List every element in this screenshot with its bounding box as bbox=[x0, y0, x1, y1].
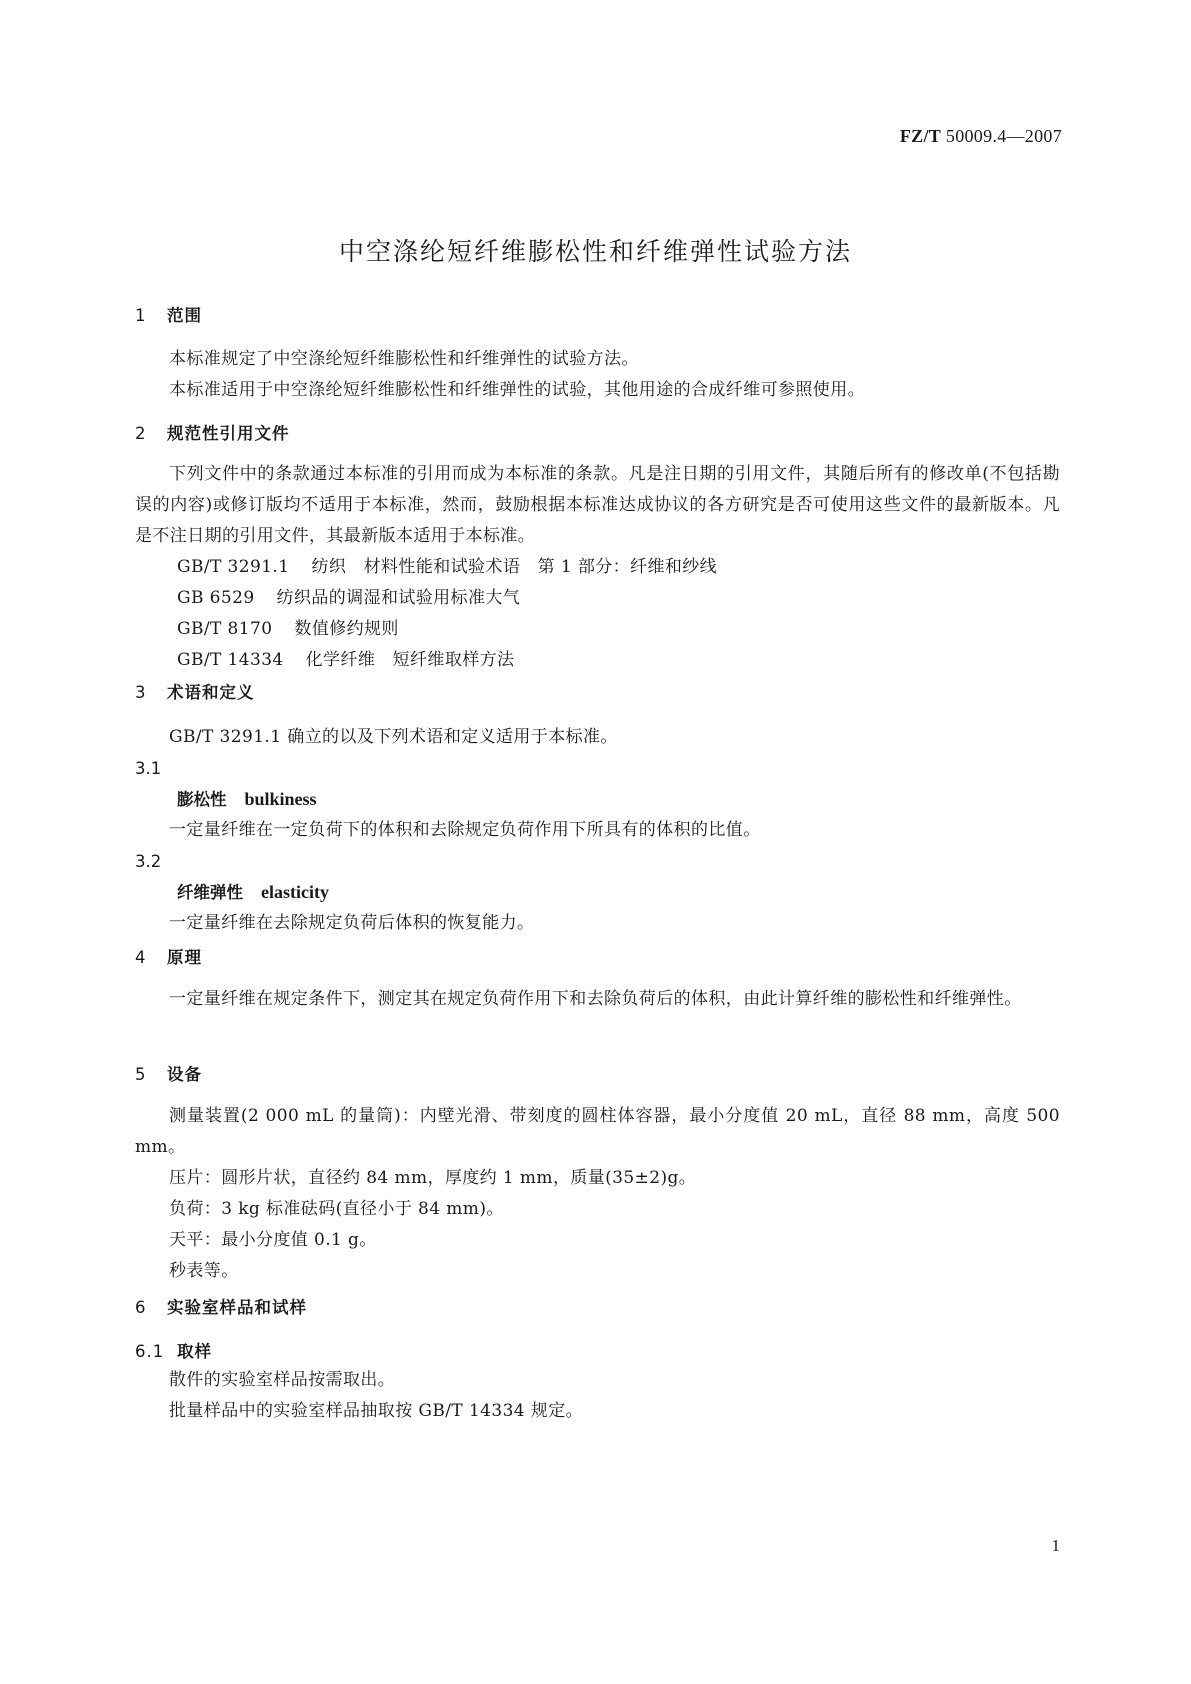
section-3-body bbox=[135, 722, 1060, 939]
standard-code: FZ/T 50009.4—2007 bbox=[899, 126, 1062, 146]
paragraph: 本标准适用于中空涤纶短纤维膨松性和纤维弹性的试验，其他用途的合成纤维可参照使用。 bbox=[169, 380, 865, 400]
paragraph: 测量装置(2 000 mL 的量筒)：内壁光滑、带刻度的圆柱体容器，最小分度值 20 mL，直径 88 mm，高度 500 mm。 bbox=[135, 1106, 1060, 1157]
document-title: 中空涤纶短纤维膨松性和纤维弹性试验方法 bbox=[338, 237, 852, 266]
reference-item: GB 6529 纺织品的调湿和试验用标准大气 bbox=[177, 588, 521, 608]
section-3-heading: 3 术语和定义 bbox=[135, 683, 255, 702]
section-6-1-heading: 6.1 取样 bbox=[135, 1342, 212, 1361]
term-definition: 一定量纤维在去除规定负荷后体积的恢复能力。 bbox=[169, 913, 535, 933]
term-definition: 一定量纤维在一定负荷下的体积和去除规定负荷作用下所具有的体积的比值。 bbox=[169, 820, 761, 840]
section-6 bbox=[135, 1292, 1060, 1323]
section-1-body bbox=[135, 344, 1060, 406]
section-2-body bbox=[135, 459, 1060, 676]
page-number: 1 bbox=[1051, 1536, 1060, 1555]
paragraph: 批量样品中的实验室样品抽取按 GB/T 14334 规定。 bbox=[169, 1401, 584, 1421]
term-heading: 膨松性 bulkiness bbox=[177, 789, 317, 809]
section-2-heading: 2 规范性引用文件 bbox=[135, 424, 290, 443]
section-1-heading: 1 范围 bbox=[135, 306, 202, 325]
paragraph: GB/T 3291.1 确立的以及下列术语和定义适用于本标准。 bbox=[169, 727, 618, 747]
term-number: 3.2 bbox=[135, 852, 162, 871]
paragraph: 散件的实验室样品按需取出。 bbox=[169, 1370, 396, 1390]
section-4-heading: 4 原理 bbox=[135, 948, 202, 967]
equipment-item: 负荷：3 kg 标准砝码(直径小于 84 mm)。 bbox=[169, 1199, 504, 1219]
reference-item: GB/T 8170 数值修约规则 bbox=[177, 619, 399, 639]
section-4-body bbox=[135, 984, 1060, 1015]
section-6-heading: 6 实验室样品和试样 bbox=[135, 1298, 307, 1317]
paragraph: 本标准规定了中空涤纶短纤维膨松性和纤维弹性的试验方法。 bbox=[169, 349, 639, 369]
paragraph: 下列文件中的条款通过本标准的引用而成为本标准的条款。凡是注日期的引用文件，其随后所有的修改单(不包括勘误的内容)或修订版均不适用于本标准，然而，鼓励根据本标准达成协议的各方研究是否可使用这些文件的最新版本。凡是不注日期的引用文件，其最新版本适用于本标准。 bbox=[135, 464, 1060, 546]
paragraph: 一定量纤维在规定条件下，测定其在规定负荷作用下和去除负荷后的体积，由此计算纤维的膨松性和纤维弹性。 bbox=[169, 989, 1022, 1009]
section-5-heading: 5 设备 bbox=[135, 1065, 202, 1084]
equipment-item: 天平：最小分度值 0.1 g。 bbox=[169, 1230, 377, 1250]
section-5 bbox=[135, 1059, 1060, 1090]
section-6-1 bbox=[135, 1336, 1060, 1367]
section-3 bbox=[135, 677, 1060, 708]
section-5-body bbox=[135, 1101, 1060, 1287]
equipment-item: 压片：圆形片状，直径约 84 mm，厚度约 1 mm，质量(35±2)g。 bbox=[169, 1168, 697, 1188]
section-2 bbox=[135, 418, 1060, 449]
term-heading: 纤维弹性 elasticity bbox=[177, 882, 329, 902]
equipment-item: 秒表等。 bbox=[169, 1261, 239, 1281]
term-number: 3.1 bbox=[135, 759, 162, 778]
section-4 bbox=[135, 942, 1060, 973]
reference-item: GB/T 14334 化学纤维 短纤维取样方法 bbox=[177, 650, 515, 670]
reference-item: GB/T 3291.1 纺织 材料性能和试验术语 第 1 部分：纤维和纱线 bbox=[177, 557, 718, 577]
section-6-body bbox=[135, 1365, 1060, 1427]
section-1 bbox=[135, 300, 1060, 331]
